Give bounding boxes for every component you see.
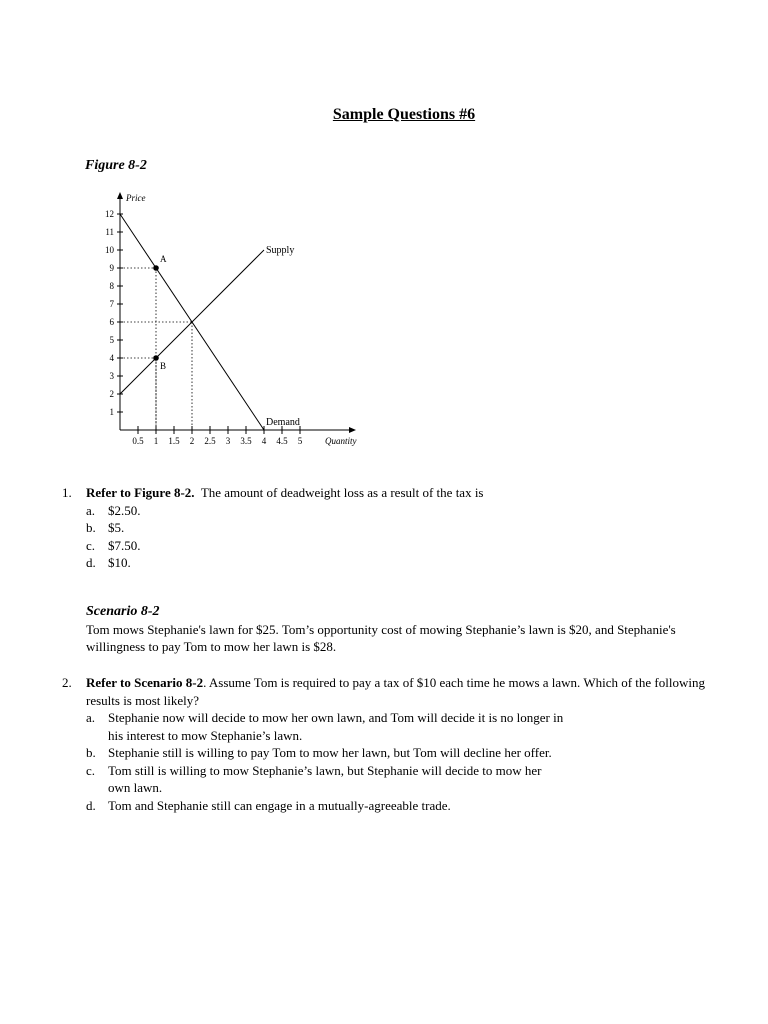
y-axis-label: Price	[126, 193, 146, 203]
supply-label: Supply	[266, 245, 295, 256]
x-tick-label: 1	[153, 436, 159, 446]
question-reference: Refer to Figure 8-2.	[86, 485, 195, 500]
x-tick-label: 3	[225, 436, 231, 446]
x-tick-label: 1.5	[168, 436, 180, 446]
y-tick-label: 9	[109, 263, 114, 273]
supply-demand-chart	[0, 0, 768, 460]
answer-option: d. $10.	[86, 555, 131, 570]
answer-options	[86, 502, 742, 572]
y-tick-label: 1	[109, 407, 114, 417]
y-tick-label: 2	[109, 389, 114, 399]
answer-options	[86, 709, 566, 814]
point-label: A	[160, 254, 167, 264]
demand-label: Demand	[266, 417, 300, 428]
axes	[117, 192, 356, 433]
x-tick-label: 0.5	[132, 436, 144, 446]
scenario-block	[86, 603, 726, 656]
question-2	[62, 674, 742, 814]
scenario-title: Scenario 8-2	[86, 604, 160, 619]
answer-option: c. $7.50.	[86, 537, 141, 553]
answer-option: a. Stephanie now will decide to mow her own lawn, and Tom will decide it is no longer in his interest to mow Stephanie’s lawn.	[86, 710, 564, 743]
answer-option: b. Stephanie still is willing to pay Tom to mow her lawn, but Tom will decline her offer.	[86, 745, 552, 760]
x-tick-label: 2.5	[204, 436, 216, 446]
point-label: B	[160, 361, 167, 371]
document-title: Sample Questions #6	[332, 106, 476, 123]
guide-lines	[120, 268, 192, 430]
y-tick-label: 5	[109, 335, 114, 345]
question-number: 1.	[62, 485, 72, 500]
y-tick-label: 6	[109, 317, 114, 327]
x-tick-label: 4	[261, 436, 267, 446]
y-tick-label: 4	[109, 353, 114, 363]
question-number: 2.	[62, 675, 72, 690]
y-tick-label: 10	[105, 245, 114, 255]
point-a	[153, 265, 159, 271]
x-axis-label: Quantity	[325, 436, 357, 446]
y-tick-label: 11	[105, 227, 114, 237]
x-tick-label: 4.5	[276, 436, 288, 446]
x-tick-label: 5	[297, 436, 303, 446]
answer-option: b. $5.	[86, 520, 125, 535]
answer-option: d. Tom and Stephanie still can engage in a mutually-agreeable trade.	[86, 797, 451, 813]
y-axis-arrow	[117, 192, 123, 199]
y-tick-label: 12	[105, 209, 114, 219]
scenario-text: Tom mows Stephanie's lawn for $25. Tom’s opportunity cost of mowing Stephanie’s lawn is $20, and Stephanie's willingness to pay Tom to mow her lawn is $28.	[86, 621, 676, 654]
question-text: The amount of deadweight loss as a result of the tax is	[200, 485, 484, 500]
question-reference: Refer to Scenario 8-2	[86, 675, 204, 690]
y-tick-label: 7	[109, 299, 114, 309]
x-tick-label: 3.5	[240, 436, 252, 446]
x-tick-label: 2	[189, 436, 195, 446]
y-tick-label: 3	[109, 371, 114, 381]
question-text: . Assume Tom is required to pay a tax of $10 each time he mows a lawn. Which of the following results is most likely?	[86, 675, 705, 708]
point-b	[153, 355, 159, 361]
x-axis-arrow	[349, 427, 356, 433]
y-tick-label: 8	[109, 281, 114, 291]
figure-caption: Figure 8-2	[85, 158, 147, 173]
question-1	[62, 484, 742, 572]
answer-option: a. $2.50.	[86, 502, 141, 518]
answer-option: c. Tom still is willing to mow Stephanie’s lawn, but Stephanie will decide to mow her own lawn.	[86, 762, 542, 795]
